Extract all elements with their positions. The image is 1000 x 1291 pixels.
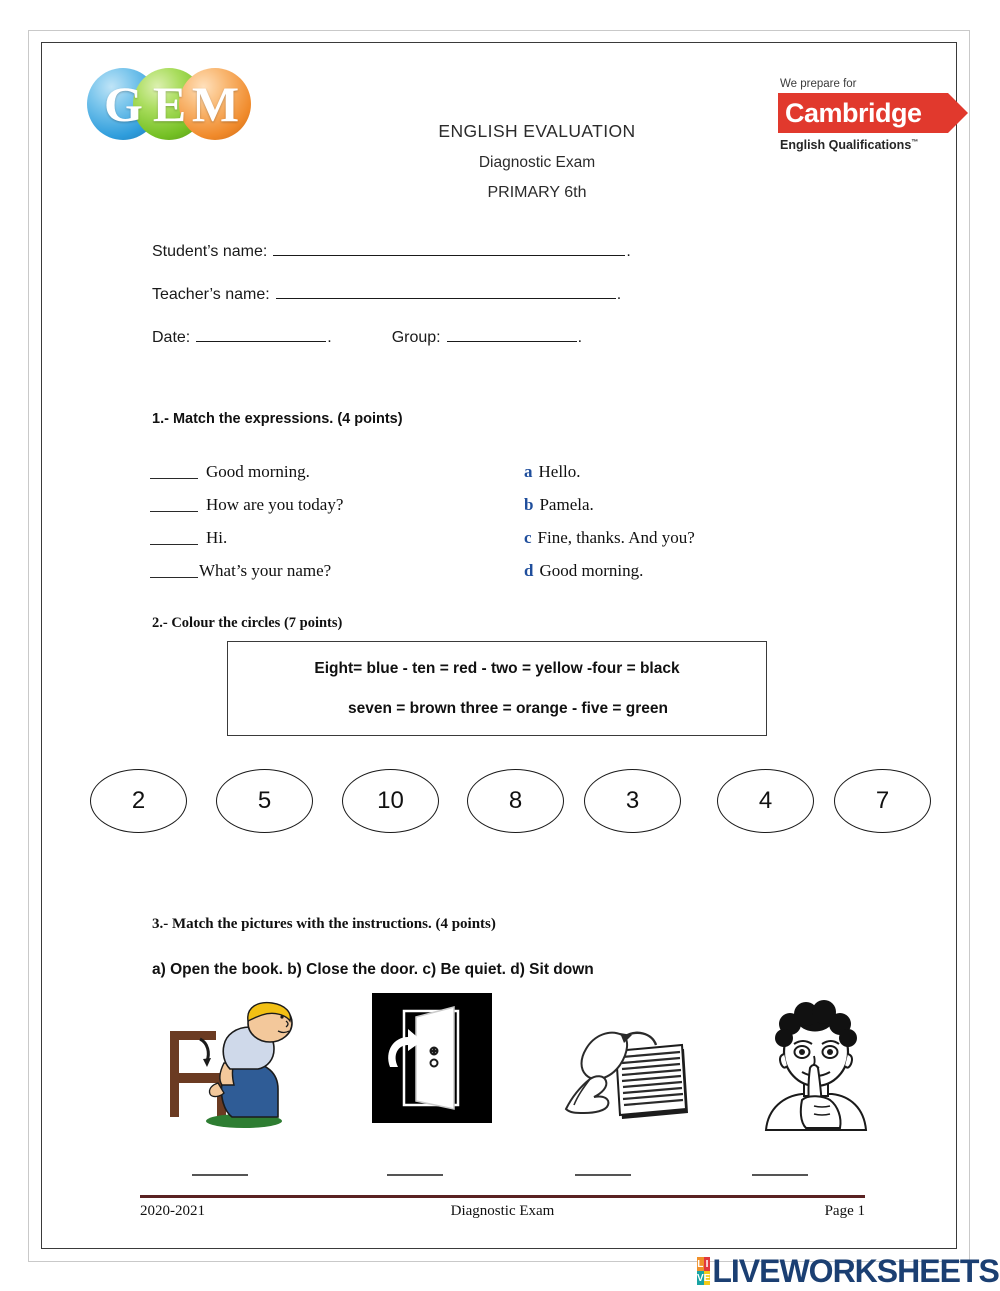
group-label: Group: [391,329,441,346]
picture-answer-blank-2[interactable] [387,1168,443,1176]
option-letter-a: a [524,461,533,481]
match-option [524,455,854,488]
footer-school-year: 2020-2021 [140,1203,205,1219]
match-prompt-1: Good morning. [206,461,310,481]
teacher-name-period: . [616,286,622,303]
student-name-label: Student’s name: [152,243,268,260]
document-titles [372,121,702,202]
cambridge-subtitle-text: English Qualifications [780,138,912,152]
colour-key-line-2: seven = brown three = orange - five = green [347,700,668,717]
trademark-symbol: ™ [911,138,919,146]
title-line-3: PRIMARY 6th [487,184,587,201]
lws-tile-l: L [697,1258,704,1270]
picture-door-closing[interactable] [372,993,492,1128]
exercise-3-options: a) Open the book. b) Close the door. c) Be quiet. d) Sit down [152,961,594,978]
option-text-a: Hello. [538,461,581,481]
lws-tile-e: E [703,1272,711,1284]
option-letter-c: c [524,527,532,547]
option-text-c: Fine, thanks. And you? [537,527,695,547]
match-option [524,554,854,587]
match-answer-blank-4[interactable] [150,563,198,578]
match-item [150,455,500,488]
date-label: Date: [152,329,191,346]
student-name-input[interactable] [273,240,625,256]
match-prompt-4: What’s your name? [199,560,332,580]
cambridge-banner [778,93,948,133]
exercise-3-answer-blanks [42,1168,958,1188]
lws-tile-v: V [697,1272,704,1284]
number-circles-row [90,769,920,839]
exercise-2-heading: 2.- Colour the circles (7 points) [152,615,343,631]
exercise-3-heading: 3.- Match the pictures with the instructions. (4 points) [152,916,496,932]
liveworksheets-logo [697,1252,999,1290]
title-line-1: ENGLISH EVALUATION [438,121,636,141]
number-circle[interactable]: 4 [717,769,814,833]
date-period: . [327,329,332,346]
cambridge-tagline: We prepare for [780,78,857,90]
picture-hand-opening-book[interactable] [560,1013,700,1133]
match-answer-blank-3[interactable] [150,530,198,545]
number-circle[interactable]: 2 [90,769,187,833]
date-group-row [152,326,752,347]
picture-answer-blank-4[interactable] [752,1168,808,1176]
student-name-row [152,240,752,261]
group-period: . [577,329,583,346]
cambridge-wordmark: Cambridge [785,97,922,128]
picture-boy-sitting-on-chair[interactable] [162,1001,302,1136]
match-answer-blank-2[interactable] [150,497,198,512]
teacher-name-row [152,283,752,304]
footer-page-number: Page 1 [824,1203,865,1219]
match-item [150,521,500,554]
exercise-1-left-column [150,455,500,587]
gem-letter-g: G [104,76,142,132]
exercise-1-right-column [524,455,854,587]
lws-tile-i: I [705,1258,709,1270]
footer-exam-title: Diagnostic Exam [450,1203,555,1219]
number-circle[interactable]: 5 [216,769,313,833]
teacher-name-label: Teacher’s name: [152,286,270,303]
colour-key-box [227,641,767,736]
exercise-1-heading: 1.- Match the expressions. (4 points) [152,411,403,427]
match-item [150,488,500,521]
liveworksheets-wordmark: LIVEWORKSHEETS [712,1252,999,1289]
match-answer-blank-1[interactable] [150,464,198,479]
teacher-name-input[interactable] [276,283,616,299]
cambridge-subtitle [780,138,958,152]
number-circle[interactable]: 3 [584,769,681,833]
cambridge-logo [778,78,958,176]
colour-key-line-1: Eight= blue - ten = red - two = yellow -four = black [314,660,680,677]
student-info-fields [152,240,752,369]
option-text-d: Good morning. [539,560,644,580]
match-option [524,488,854,521]
page-border-outer [28,30,970,1262]
picture-boy-shushing[interactable] [754,998,879,1138]
student-name-period: . [626,243,631,260]
gem-letter-m: M [191,76,239,132]
exercise-3-pictures [42,993,958,1173]
option-letter-d: d [524,560,534,580]
group-input[interactable] [447,326,577,342]
match-prompt-3: Hi. [206,527,228,547]
footer-rule [140,1195,865,1198]
date-input[interactable] [196,326,326,342]
worksheet-content [42,43,956,1248]
liveworksheets-tiles [697,1257,710,1285]
match-item [150,554,500,587]
title-line-2: Diagnostic Exam [478,154,596,171]
option-letter-b: b [524,494,534,514]
gem-letter-e: E [152,76,186,132]
number-circle[interactable]: 8 [467,769,564,833]
number-circle[interactable]: 7 [834,769,931,833]
match-prompt-2: How are you today? [206,494,344,514]
match-option [524,521,854,554]
picture-answer-blank-1[interactable] [192,1168,248,1176]
page-border-inner [41,42,957,1249]
arrow-right-icon [948,93,968,133]
gem-logo [87,65,252,145]
number-circle[interactable]: 10 [342,769,439,833]
option-text-b: Pamela. [539,494,594,514]
picture-answer-blank-3[interactable] [575,1168,631,1176]
